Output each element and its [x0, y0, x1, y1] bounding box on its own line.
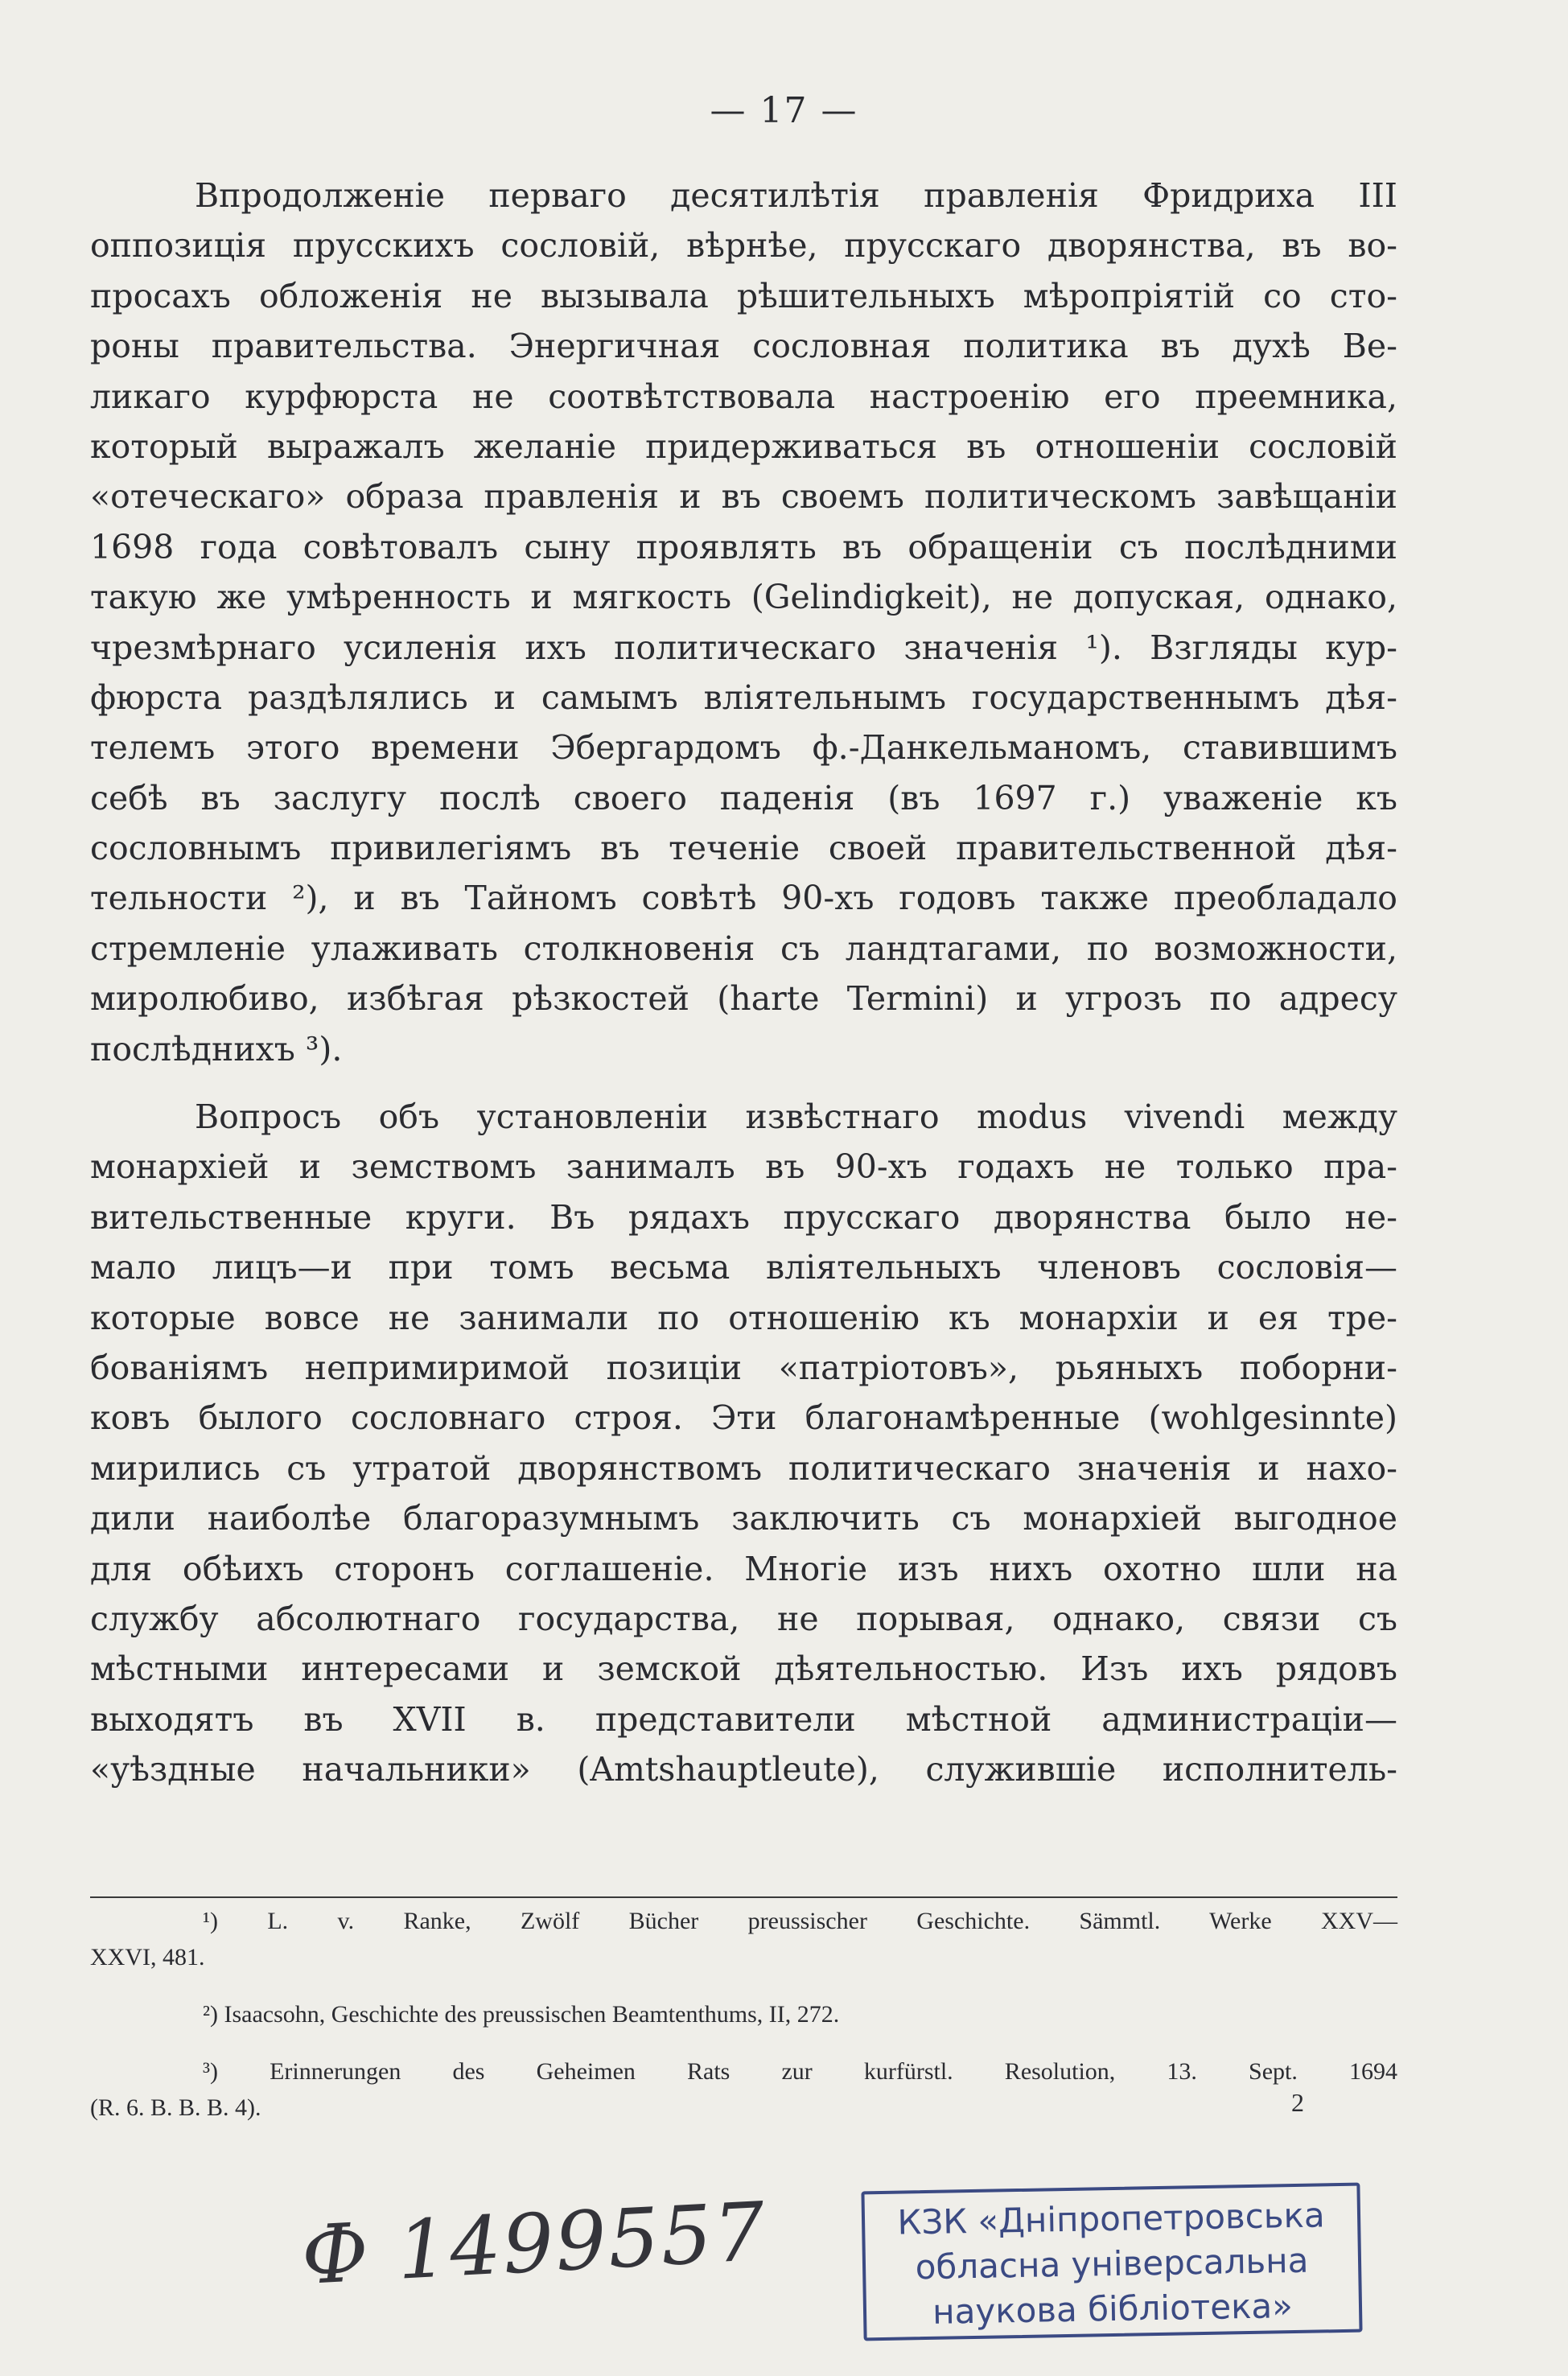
text-line: «отеческаго» образа правленія и въ своемъ политическомъ завѣщаніи	[90, 477, 1397, 517]
page-number: — 17 —	[710, 90, 858, 131]
text-line: ковъ былого сословнаго строя. Эти благонамѣренные (wohlgesinnte)	[90, 1398, 1397, 1438]
footnote-line: ²) Isaacsohn, Geschichte des preussischen Beamtenthums, II, 272.	[203, 2001, 840, 2028]
text-line: монархіей и земствомъ занималъ въ 90-хъ годахъ не только пра-	[90, 1147, 1397, 1187]
footnote-line: (R. 6. B. B. B. 4).	[90, 2094, 261, 2121]
text-line: тельности ²), и въ Тайномъ совѣтѣ 90-хъ годовъ также преобладало	[90, 879, 1397, 918]
text-line: фюрста раздѣлялись и самымъ вліятельнымъ государственнымъ дѣя-	[90, 677, 1397, 717]
inventory-number: Ф 1499557	[298, 2184, 769, 2303]
text-line: мѣстными интересами и земской дѣятельностью. Изъ ихъ рядовъ	[90, 1649, 1397, 1689]
text-line: просахъ обложенія не вызывала рѣшительныхъ мѣропріятій со сто-	[90, 276, 1397, 315]
text-line: себѣ въ заслугу послѣ своего паденія (въ 1697 г.) уваженіе къ	[90, 778, 1397, 817]
text-line: вительственные круги. Въ рядахъ прусскаго дворянства было не-	[90, 1197, 1397, 1237]
main-text	[90, 171, 1397, 1795]
stamp-line: наукова бібліотека»	[932, 2286, 1294, 2332]
text-line: 1698 года совѣтовалъ сыну проявлять въ обращеніи съ послѣдними	[90, 527, 1397, 566]
text-line: который выражалъ желаніе придерживаться въ отношеніи сословій	[90, 426, 1397, 466]
text-line: выходятъ въ XVII в. представители мѣстной администраціи—	[90, 1699, 1397, 1739]
text-line: оппозиція прусскихъ сословій, вѣрнѣе, прусскаго дворянства, въ во-	[90, 226, 1397, 266]
text-line: бованіямъ непримиримой позиціи «патріотовъ», рьяныхъ поборни-	[90, 1348, 1397, 1387]
signature-mark: 2	[1291, 2088, 1304, 2117]
text-line: сословнымъ привилегіямъ въ теченіе своей правительственной дѣя-	[90, 829, 1397, 868]
text-line: мало лицъ—и при томъ весьма вліятельныхъ членовъ сословія—	[90, 1248, 1397, 1287]
text-line: роны правительства. Энергичная сословная политика въ духѣ Ве-	[90, 327, 1397, 366]
text-line: мирились съ утратой дворянствомъ политическаго значенія и нахо-	[90, 1448, 1397, 1488]
text-line: службу абсолютнаго государства, не порывая, однако, связи съ	[90, 1599, 1397, 1638]
text-line: для обѣихъ сторонъ соглашеніе. Многіе изъ нихъ охотно шли на	[90, 1549, 1397, 1588]
stamp-line: КЗК «Дніпропетровська	[897, 2195, 1326, 2242]
footnote-divider	[90, 1896, 1397, 1898]
text-line: ликаго курфюрста не соотвѣтствовала настроенію его преемника,	[90, 377, 1397, 416]
text-line: телемъ этого времени Эбергардомъ ф.-Данкельманомъ, ставившимъ	[90, 728, 1397, 768]
text-line: такую же умѣренность и мягкость (Gelindigkeit), не допуская, однако,	[90, 578, 1397, 617]
library-stamp	[861, 2183, 1362, 2341]
text-line: которые вовсе не занимали по отношенію къ монархіи и ея тре-	[90, 1298, 1397, 1337]
footnote-line: ³) Erinnerungen des Geheimen Rats zur kurfürstl. Resolution, 13. Sept. 1694	[203, 2058, 1397, 2085]
footnote-line: ¹) L. v. Ranke, Zwölf Bücher preussischer Geschichte. Sämmtl. Werke XXV—	[203, 1908, 1397, 1934]
text-line: Вопросъ объ установленіи извѣстнаго modus vivendi между	[195, 1097, 1397, 1137]
text-line: дили наиболѣе благоразумнымъ заключить съ монархіей выгодное	[90, 1499, 1397, 1538]
stamp-line: обласна універсальна	[915, 2240, 1309, 2287]
text-line: «уѣздные начальники» (Amtshauptleute), служившіе исполнитель-	[90, 1750, 1397, 1789]
text-line: стремленіе улаживать столкновенія съ ландтагами, по возможности,	[90, 929, 1397, 968]
text-line: Впродолженіе перваго десятилѣтія правленія Фридриха III	[195, 176, 1397, 215]
text-line: миролюбиво, избѣгая рѣзкостей (harte Termini) и угрозъ по адресу	[90, 979, 1397, 1019]
text-line: чрезмѣрнаго усиленія ихъ политическаго значенія ¹). Взгляды кур-	[90, 628, 1397, 667]
footnote-line: XXVI, 481.	[90, 1944, 205, 1970]
text-line: послѣднихъ ³).	[90, 1029, 343, 1069]
footnotes	[90, 1903, 1397, 2126]
